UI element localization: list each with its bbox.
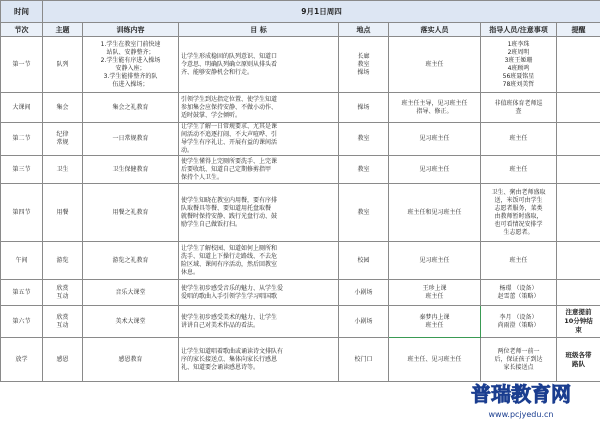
guide-cell-line: 查 (515, 107, 522, 115)
content-cell-line: 一日常规教育 (112, 135, 149, 142)
theme-cell-line: 集会 (56, 103, 69, 111)
theme-cell-line: 欣赏 (56, 313, 69, 321)
place-cell-line: 小剧场 (354, 317, 373, 325)
col-header-remind: 提醒 (557, 23, 600, 37)
theme-cell-line: 队列 (56, 60, 69, 68)
goal-cell-line: 使学生初步感受美术的魅力、让学生 (181, 313, 278, 321)
place-cell-line: 校门口 (354, 355, 373, 363)
goal-cell (179, 338, 339, 382)
theme-cell (43, 37, 83, 93)
place-cell-line: 教室 (357, 165, 370, 173)
place-cell-line: 长廊 (357, 52, 370, 60)
content-cell-line: 用餐之礼教育 (112, 208, 149, 216)
goal-cell-line: 后要收纸、知道自己定期修剪指甲 (181, 165, 272, 173)
goal-cell-line: 洗手、知道上下操行走路线、不去危 (181, 252, 278, 260)
schedule-row (1, 37, 600, 93)
remind-cell-line: 束 (575, 326, 582, 334)
theme-cell-line: 常规 (56, 139, 69, 146)
goal-cell-line: 让学生知道唱着歌曲或诵读诗文排队有 (181, 347, 284, 355)
staff-cell (389, 280, 481, 306)
guide-cell-line: 生志愿者。 (503, 228, 534, 236)
goal-cell-line: 令意思、明确队列确立原则从排头看 (181, 60, 278, 68)
content-cell-line: 集会之礼教育 (112, 103, 149, 111)
theme-cell-line: 游览 (56, 256, 69, 264)
theme-cell (43, 242, 83, 280)
guide-cell-line: 班主任 (509, 135, 528, 142)
guide-cell-line: 志愿者服务，菜类 (494, 204, 543, 212)
content-cell (83, 93, 179, 123)
content-cell (83, 242, 179, 280)
period-cell: 第四节 (1, 184, 43, 242)
guide-cell (481, 37, 557, 93)
theme-cell (43, 123, 83, 156)
goal-cell (179, 184, 339, 242)
col-header-content: 训练内容 (83, 23, 179, 37)
remind-cell-line: 班级各带 (565, 350, 592, 359)
guide-cell-line: 3班王姬珊 (504, 56, 533, 64)
guide-cell-line: 卫生、粥由老师盛取 (491, 188, 546, 196)
staff-cell-line: 班主任 (425, 321, 444, 329)
content-cell-line: 游览之礼教育 (112, 256, 149, 264)
place-cell (339, 156, 389, 184)
period-cell: 第二节 (1, 123, 43, 156)
goal-cell (179, 280, 339, 306)
time-header: 时间 (1, 1, 43, 23)
svg-text:www.pcjyedu.cn: www.pcjyedu.cn (488, 410, 554, 419)
guide-cell-line: 班主任 (509, 165, 528, 173)
content-cell-line: 1.学生在教室门前快速 (100, 40, 161, 48)
title-row (1, 1, 600, 23)
goal-cell-line: 参加集会应保持安静、不做小动作、 (181, 103, 278, 111)
staff-cell-line: 指导、修正。 (416, 107, 453, 115)
goal-cell-line: 引领学生到达指定位置、使学生知道 (181, 95, 278, 103)
content-cell (83, 37, 179, 93)
guide-cell-line: 56班聂铭星 (502, 72, 535, 80)
goal-cell-line: 让学生了解校园、知道如何上厕所和 (181, 244, 278, 252)
remind-cell (557, 123, 600, 156)
period-cell: 第一节 (1, 37, 43, 93)
place-cell (339, 306, 389, 338)
guide-cell-line: 尚雨澄（策略） (497, 321, 540, 329)
theme-cell (43, 280, 83, 306)
content-cell (83, 338, 179, 382)
staff-cell (389, 156, 481, 184)
place-cell-line: 教室 (357, 60, 370, 68)
schedule-row (1, 156, 600, 184)
svg-text:普瑞教育网: 普瑞教育网 (471, 382, 571, 406)
theme-cell (43, 93, 83, 123)
content-cell-line: 音乐大课堂 (115, 288, 146, 296)
theme-cell (43, 184, 83, 242)
period-cell: 第五节 (1, 280, 43, 306)
guide-cell-line: 杨璟 （设备） (499, 284, 538, 292)
col-header-staff: 落实人员 (389, 23, 481, 37)
content-cell-line: 卫生保健教育 (112, 165, 149, 173)
guide-cell (481, 242, 557, 280)
goal-cell-line: 序的家长接送点、集体向家长行感恩 (181, 355, 278, 363)
schedule-row (1, 184, 600, 242)
place-cell-line: 操场 (357, 103, 370, 111)
guide-cell-line: 班主任 (509, 256, 528, 264)
guide-cell-line: 两位老师一前一 (497, 347, 540, 355)
guide-cell-line: 4班顾鸣 (507, 64, 530, 72)
staff-cell-line: 见习班主任 (419, 165, 450, 173)
remind-cell (557, 37, 600, 93)
period-cell: 第三节 (1, 156, 43, 184)
remind-cell (557, 306, 600, 338)
theme-cell (43, 338, 83, 382)
guide-cell-line: 1班李珠 (507, 40, 530, 48)
content-cell (83, 280, 179, 306)
theme-cell-line: 欣赏 (56, 284, 69, 292)
period-cell: 放学 (1, 338, 43, 382)
goal-cell (179, 37, 339, 93)
remind-cell-line: 路队 (572, 359, 586, 368)
staff-cell-line: 王珍上课 (422, 284, 447, 292)
goal-cell (179, 93, 339, 123)
staff-cell-line: 班主任主导，见习班主任 (401, 99, 468, 107)
content-cell-line: 感恩教育 (118, 355, 143, 363)
goal-cell-line: 使学生懂得上完厕所要洗手、上完课 (181, 157, 278, 165)
place-cell-line: 小剧场 (354, 288, 373, 296)
content-cell (83, 306, 179, 338)
theme-cell-line: 互动 (56, 321, 69, 329)
content-cell (83, 184, 179, 242)
schedule-row (1, 93, 600, 123)
goal-cell-line: 齐、能够安静机会和行走。 (181, 68, 254, 76)
guide-cell-line: 后，保证孩子到达 (494, 355, 543, 363)
guide-cell-line: 2班周明 (507, 48, 530, 56)
staff-cell (389, 242, 481, 280)
period-cell: 第六节 (1, 306, 43, 338)
goal-cell-line: 让学生形成稳固的队列意识、知道口 (181, 52, 278, 60)
content-cell-line: 站队、安静整齐； (106, 48, 155, 56)
place-cell-line: 教室 (357, 135, 370, 142)
goal-cell-line: 使学生初步感受音乐的魅力、从学生爱 (181, 284, 284, 292)
goal-cell-line: 险区域、课间有序活动，然后回教室 (181, 260, 278, 268)
staff-cell-line: 见习班主任 (419, 135, 450, 142)
guide-cell (481, 93, 557, 123)
place-cell-line: 校园 (357, 256, 370, 264)
staff-cell (389, 184, 481, 242)
goal-cell (179, 306, 339, 338)
goal-cell-line: 让学生了解一日常规要求、尤其是课 (181, 123, 278, 130)
goal-cell-line: 保持个人卫生。 (181, 173, 224, 181)
goal-cell-line: 励学生自己做饭打扫。 (181, 220, 242, 228)
theme-cell (43, 156, 83, 184)
theme-cell-line: 用餐 (56, 208, 69, 216)
staff-cell (389, 37, 481, 93)
place-cell (339, 338, 389, 382)
guide-cell-line: 送，米饭可由学生 (494, 196, 543, 204)
goal-cell-line: 就餐时保持安静、践行光盘行动、鼓 (181, 212, 278, 220)
staff-cell (389, 93, 481, 123)
remind-cell (557, 156, 600, 184)
content-cell-line: 安静入座； (115, 64, 146, 72)
guide-cell-line: 由教师暂时盛取， (494, 212, 543, 220)
site-watermark-logo (446, 375, 596, 423)
guide-cell (481, 280, 557, 306)
theme-cell (43, 306, 83, 338)
staff-cell (389, 306, 481, 338)
schedule-row (1, 123, 600, 156)
guide-cell-line: 李月 （设备） (499, 313, 538, 321)
theme-cell-line: 纪律 (56, 131, 69, 138)
goal-cell (179, 123, 339, 156)
remind-cell (557, 184, 600, 242)
remind-cell (557, 280, 600, 306)
guide-cell (481, 156, 557, 184)
date-header: 9月1日周四 (43, 1, 600, 23)
col-header-guide: 指导人员/注意事项 (481, 23, 557, 37)
goal-cell (179, 156, 339, 184)
staff-cell-line: 秦梦冉上课 (419, 313, 450, 321)
guide-cell (481, 184, 557, 242)
content-cell-line: 2.学生能有序进入操场 (100, 56, 161, 64)
staff-cell (389, 123, 481, 156)
schedule-row (1, 280, 600, 306)
place-cell (339, 184, 389, 242)
period-cell: 大课间 (1, 93, 43, 123)
remind-cell (557, 242, 600, 280)
staff-cell-line: 班主任、见习班主任 (407, 355, 462, 363)
schedule-row (1, 242, 600, 280)
goal-cell-line: 队取餐具等餐、要知道用托盘取餐 (181, 204, 272, 212)
content-cell (83, 123, 179, 156)
remind-cell (557, 93, 600, 123)
place-cell (339, 242, 389, 280)
content-cell-line: 3.学生能排整齐的队 (103, 72, 158, 80)
col-header-theme: 主题 (43, 23, 83, 37)
goal-cell (179, 242, 339, 280)
guide-cell-line: 家长接送点 (503, 363, 534, 371)
guide-cell-line: 非值班体育老师巡 (494, 99, 543, 107)
period-cell: 午间 (1, 242, 43, 280)
schedule-row (1, 306, 600, 338)
goal-cell-line: 适时鼓掌、学会倾听。 (181, 111, 242, 119)
goal-cell-line: 礼、知道要会诵读感恩诗等。 (181, 363, 260, 371)
goal-cell-line: 导学生有序礼让、开展有益的课间活 (181, 139, 278, 146)
guide-cell-line: 78班刘美哲 (502, 80, 535, 88)
staff-cell-line: 班主任和见习班主任 (407, 208, 462, 216)
theme-cell-line: 卫生 (56, 165, 69, 173)
content-cell-line: 伍进入操场； (112, 80, 149, 88)
place-cell (339, 93, 389, 123)
place-cell-line: 操场 (357, 68, 370, 76)
guide-cell (481, 306, 557, 338)
staff-cell-line: 班主任 (425, 60, 444, 68)
guide-cell (481, 123, 557, 156)
staff-cell-line: 见习班主任 (419, 256, 450, 264)
goal-cell-line: 间活动不追逐打闹、不大声喧哗、引 (181, 131, 278, 138)
theme-cell-line: 感恩 (56, 355, 69, 363)
col-header-period: 节次 (1, 23, 43, 37)
remind-cell-line: 注意提前 (565, 308, 592, 316)
place-cell (339, 123, 389, 156)
remind-cell-line: 10分钟结 (564, 317, 593, 325)
place-cell-line: 教室 (357, 208, 370, 216)
guide-cell-line: 赵雪蕾（策略） (497, 292, 540, 300)
place-cell (339, 280, 389, 306)
goal-cell-line: 休息。 (181, 268, 200, 276)
goal-cell-line: 讲讲自己对美术作品的看法。 (181, 321, 260, 329)
goal-cell-line: 动。 (181, 147, 194, 154)
column-header-row (1, 23, 600, 37)
content-cell (83, 156, 179, 184)
theme-cell-line: 互动 (56, 292, 69, 300)
col-header-place: 地点 (339, 23, 389, 37)
place-cell (339, 37, 389, 93)
goal-cell-line: 爱唱的歌曲入手引领学生学习唱国歌 (181, 292, 278, 300)
goal-cell-line: 使学生知晓在教室内用餐，要有序排 (181, 196, 278, 204)
col-header-goal: 目 标 (179, 23, 339, 37)
content-cell-line: 美术大课堂 (115, 317, 146, 325)
guide-cell-line: 也可看情况安排学 (494, 220, 543, 228)
staff-cell-line: 班主任 (425, 292, 444, 300)
